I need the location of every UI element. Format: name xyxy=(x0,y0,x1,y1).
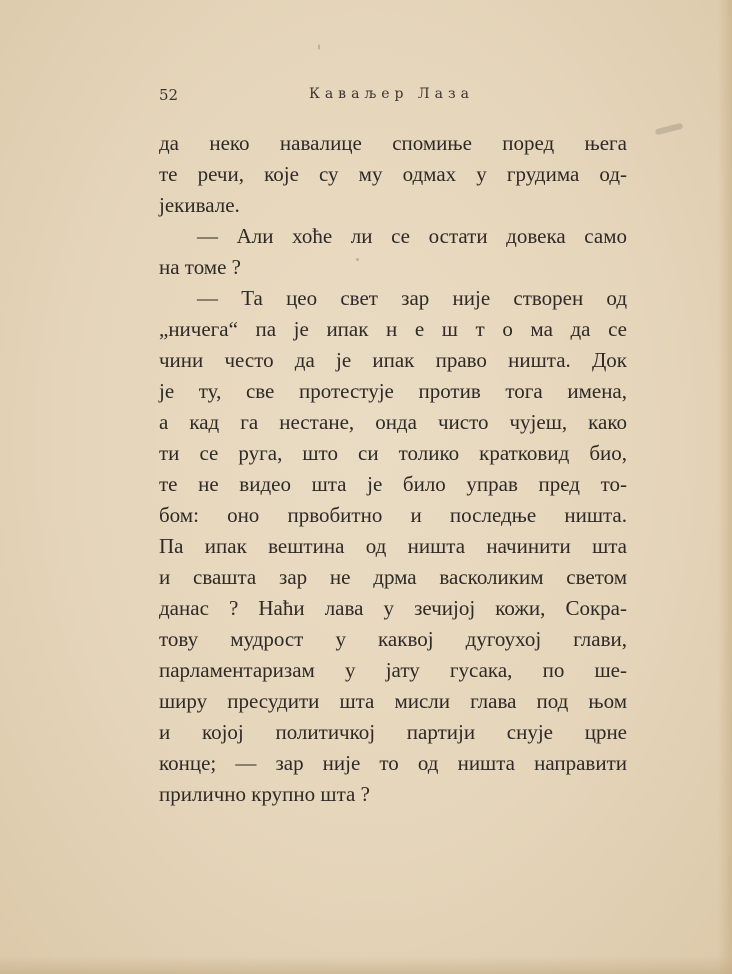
text-line: прилично крупно шта ? xyxy=(159,782,370,806)
text-line: конце; — зар није то од ништа направити xyxy=(159,751,627,775)
text-line: — Али хоће ли се остати довека само xyxy=(197,224,627,248)
text-line: ширу пресудити шта мисли глава под њом xyxy=(159,689,627,713)
text-line: на томе ? xyxy=(159,255,241,279)
text-line: је ту, све протестује против тога имена, xyxy=(159,379,627,403)
paper-speck xyxy=(356,258,359,261)
text-line: парламентаризам у јату гусака, по ше- xyxy=(159,658,627,682)
text-line: бом: оно првобитно и последње ништа. xyxy=(159,503,627,527)
text-line: и свашта зар не дрма васколиким светом xyxy=(159,565,627,589)
page-header xyxy=(159,86,625,106)
text-line: чини често да је ипак право ништа. Док xyxy=(159,348,627,372)
text-line: тову мудрост у каквој дугоухој глави, xyxy=(159,627,627,651)
text-line: данас ? Наћи лава у зечијој кожи, Сокра- xyxy=(159,596,627,620)
paper-speck xyxy=(655,123,684,136)
text-line: Па ипак вештина од ништа начинити шта xyxy=(159,534,627,558)
text-line: а кад га нестане, онда чисто чујеш, како xyxy=(159,410,627,434)
body-text xyxy=(159,128,627,810)
text-line: ти се руга, што си толико кратковид био, xyxy=(159,441,627,465)
text-line: и којој политичкој партији снује црне xyxy=(159,720,627,744)
paper-speck xyxy=(318,44,320,50)
text-line: — Та цео свет зар није створен од xyxy=(197,286,627,310)
text-line: да неко навалице спомиње поред њега xyxy=(159,131,627,155)
running-title: Каваљер Лаза xyxy=(309,86,474,102)
page-number: 52 xyxy=(159,86,179,104)
text-line: те не видео шта је било управ пред то- xyxy=(159,472,627,496)
text-line: те речи, које су му одмах у грудима од- xyxy=(159,162,627,186)
text-line: јекивале. xyxy=(159,193,240,217)
text-line: „ничега“ па је ипак н е ш т о ма да се xyxy=(159,317,627,341)
